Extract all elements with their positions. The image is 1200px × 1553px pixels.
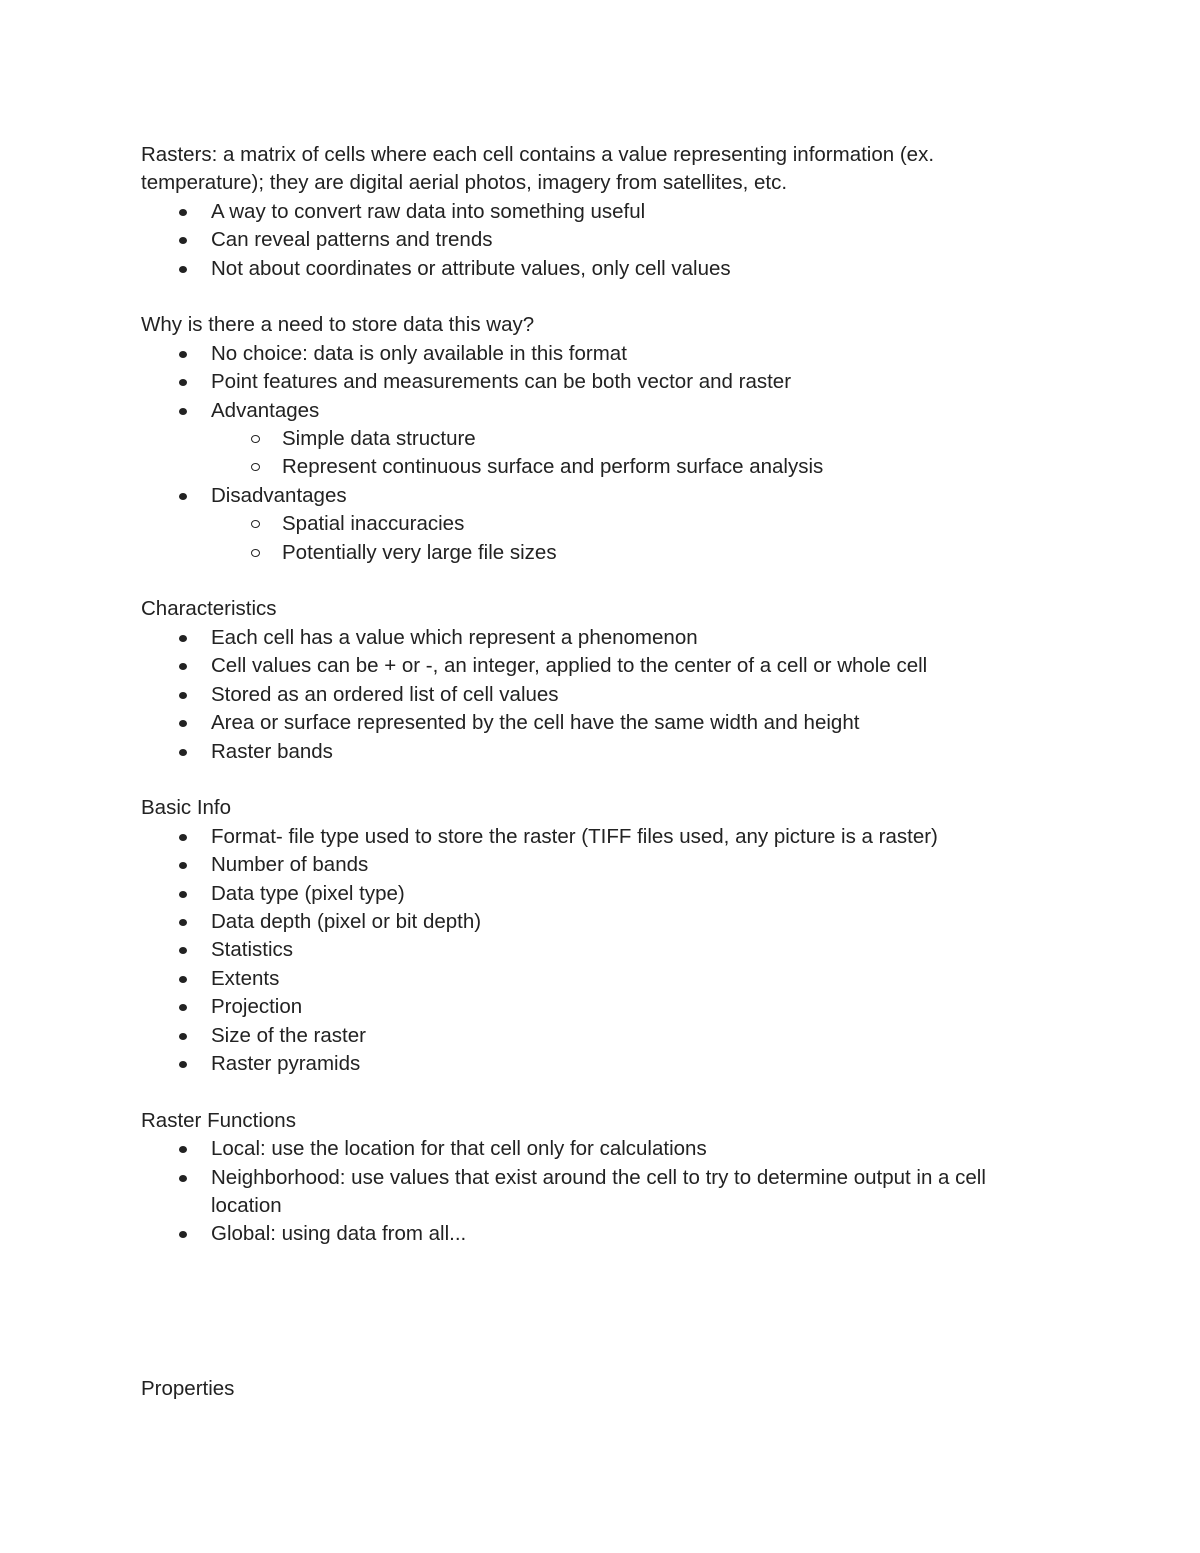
bullet-list	[141, 624, 1041, 766]
bullet-icon	[179, 862, 187, 869]
document-page	[141, 141, 1041, 1404]
hollow-bullet-icon	[251, 549, 260, 557]
section-rasters	[141, 141, 1041, 283]
list-item-text: Stored as an ordered list of cell values	[211, 682, 559, 706]
list-item-text: Data depth (pixel or bit depth)	[211, 909, 482, 933]
section-raster-functions	[141, 1107, 1041, 1249]
list-item-text: Area or surface represented by the cell have the same width and height	[211, 711, 860, 735]
list-item	[141, 965, 1041, 993]
section-basic-info	[141, 794, 1041, 1078]
list-item-text: Format- file type used to store the raster (TIFF files used, any picture is a raster)	[211, 824, 938, 848]
section-characteristics	[141, 595, 1041, 765]
list-item-text: Size of the raster	[211, 1023, 366, 1047]
list-item	[141, 823, 1041, 851]
list-item	[141, 482, 1041, 567]
list-item	[141, 397, 1041, 482]
bullet-icon	[179, 266, 187, 273]
bullet-icon	[179, 919, 187, 926]
list-item	[141, 908, 1041, 936]
bullet-icon	[179, 493, 187, 500]
list-item	[141, 1135, 1041, 1163]
list-item-text: Each cell has a value which represent a phenomenon	[211, 625, 698, 649]
bullet-list	[141, 823, 1041, 1079]
properties-heading: Properties	[141, 1377, 235, 1401]
bullet-list	[141, 340, 1041, 567]
list-item	[141, 652, 1041, 680]
bullet-icon	[179, 720, 187, 727]
list-item	[141, 255, 1041, 283]
bullet-list	[141, 1135, 1041, 1249]
list-item-text: Raster bands	[211, 739, 333, 763]
sub-list-item-text: Potentially very large file sizes	[282, 540, 557, 564]
bullet-icon	[179, 635, 187, 642]
list-item-text: Projection	[211, 995, 303, 1019]
list-item-text: Number of bands	[211, 853, 369, 877]
blank-space	[141, 1277, 1041, 1375]
bullet-icon	[179, 1004, 187, 1011]
list-item-text: A way to convert raw data into something useful	[211, 199, 646, 223]
list-item	[141, 851, 1041, 879]
sub-list-item	[211, 453, 1041, 481]
list-item	[141, 709, 1041, 737]
bullet-icon	[179, 379, 187, 386]
bullet-icon	[179, 749, 187, 756]
bullet-icon	[179, 1146, 187, 1153]
section-heading: Why is there a need to store data this way?	[141, 313, 535, 337]
list-item-text: Data type (pixel type)	[211, 881, 405, 905]
bullet-icon	[179, 351, 187, 358]
list-item-text: Disadvantages	[211, 483, 347, 507]
list-item	[141, 880, 1041, 908]
section-heading: Characteristics	[141, 597, 277, 621]
list-item-text: Point features and measurements can be both vector and raster	[211, 370, 792, 394]
list-item	[141, 1164, 1041, 1221]
section-heading: Basic Info	[141, 796, 232, 820]
list-item	[141, 340, 1041, 368]
list-item-text: Local: use the location for that cell only for calculations	[211, 1137, 707, 1161]
list-item	[141, 993, 1041, 1021]
sub-bullet-list	[211, 425, 1041, 482]
list-item	[141, 368, 1041, 396]
hollow-bullet-icon	[251, 435, 260, 443]
sub-list-item-text: Spatial inaccuracies	[282, 512, 465, 536]
bullet-icon	[179, 891, 187, 898]
sub-list-item	[211, 425, 1041, 453]
bullet-icon	[179, 834, 187, 841]
list-item	[141, 936, 1041, 964]
list-item-text: Raster pyramids	[211, 1051, 361, 1075]
list-item-text: Not about coordinates or attribute values, only cell values	[211, 256, 731, 280]
list-item-text: No choice: data is only available in this format	[211, 341, 627, 365]
bullet-icon	[179, 1175, 187, 1182]
section-heading: Rasters: a matrix of cells where each cell contains a value representing information (ex. temperature); they are digital aerial photos, imagery from satellites, etc.	[141, 143, 935, 195]
sub-list-item	[211, 539, 1041, 567]
bullet-icon	[179, 692, 187, 699]
hollow-bullet-icon	[251, 520, 260, 528]
list-item	[141, 198, 1041, 226]
list-item-text: Advantages	[211, 398, 320, 422]
list-item	[141, 681, 1041, 709]
bullet-list	[141, 198, 1041, 283]
bullet-icon	[179, 663, 187, 670]
bullet-icon	[179, 947, 187, 954]
bullet-icon	[179, 209, 187, 216]
list-item-text: Extents	[211, 966, 280, 990]
sub-list-item-text: Simple data structure	[282, 427, 476, 451]
sub-list-item-text: Represent continuous surface and perform surface analysis	[282, 455, 824, 479]
sub-list-item	[211, 510, 1041, 538]
list-item	[141, 1220, 1041, 1248]
hollow-bullet-icon	[251, 463, 260, 471]
sub-bullet-list	[211, 510, 1041, 567]
bullet-icon	[179, 1033, 187, 1040]
list-item-text: Can reveal patterns and trends	[211, 228, 493, 252]
list-item-text: Statistics	[211, 938, 294, 962]
section-heading: Raster Functions	[141, 1108, 296, 1132]
list-item-text: Global: using data from all...	[211, 1222, 467, 1246]
list-item-text: Cell values can be + or -, an integer, applied to the center of a cell or whole cell	[211, 654, 928, 678]
list-item	[141, 1022, 1041, 1050]
list-item	[141, 624, 1041, 652]
section-why-store	[141, 311, 1041, 567]
bullet-icon	[179, 1061, 187, 1068]
list-item-text: Neighborhood: use values that exist around the cell to try to determine output in a cell location	[211, 1165, 986, 1217]
list-item	[141, 738, 1041, 766]
list-item	[141, 226, 1041, 254]
bullet-icon	[179, 237, 187, 244]
bullet-icon	[179, 976, 187, 983]
list-item	[141, 1050, 1041, 1078]
bullet-icon	[179, 1231, 187, 1238]
bullet-icon	[179, 408, 187, 415]
